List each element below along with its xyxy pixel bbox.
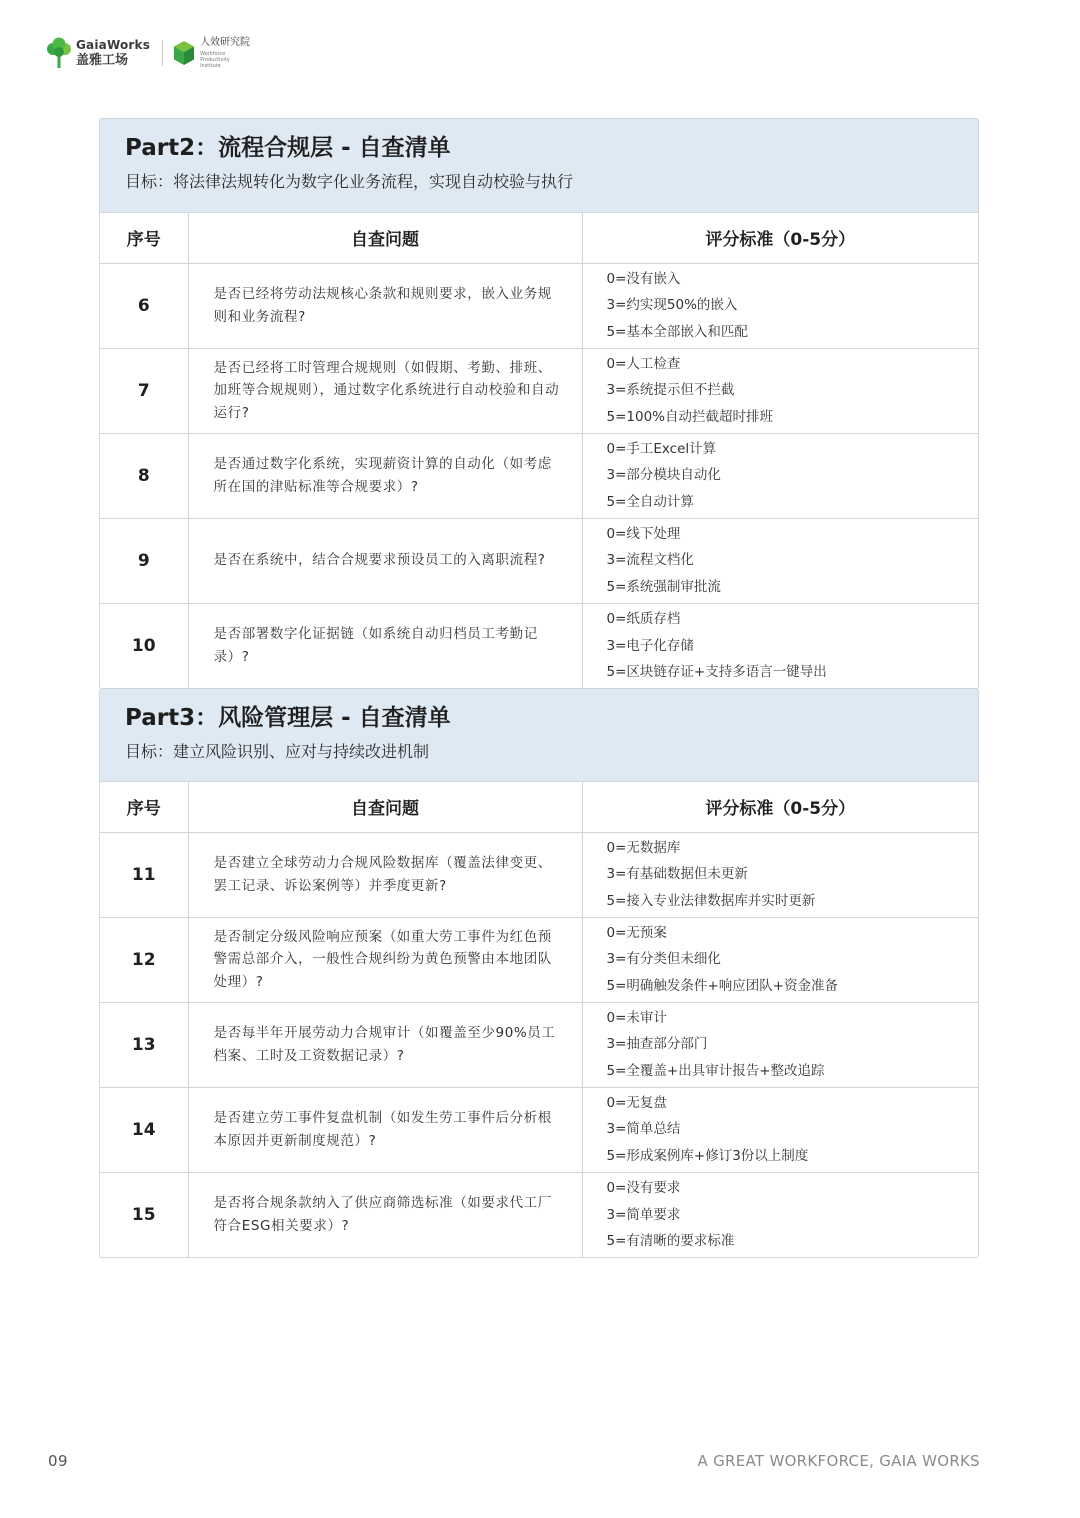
criteria-score-3: 3=简单总结 [606,1121,681,1138]
footer-tagline: A GREAT WORKFORCE, GAIA WORKS [697,1452,980,1470]
row-number: 12 [100,917,188,1002]
table-header-row [100,782,978,832]
table-row [100,1087,978,1172]
criteria-score-5: 5=100%自动拦截超时排班 [606,408,773,425]
criteria-score-0: 0=线下处理 [606,525,681,542]
row-number: 11 [100,832,188,917]
criteria-score-3: 3=抽查部分部门 [606,1036,708,1053]
table-row [100,263,978,348]
cube-logo-icon [173,40,195,66]
part2-title: Part2：流程合规层 - 自查清单 [125,135,451,161]
part3-checklist-table [100,782,978,1257]
criteria-score-3: 3=系统提示但不拦截 [606,382,735,399]
row-number: 10 [100,603,188,688]
criteria-score-3: 3=部分模块自动化 [606,467,721,484]
institute-name-en: Workforce Productivity Institute [200,50,230,69]
table-row [100,433,978,518]
table-row [100,832,978,917]
criteria-score-5: 5=区块链存证+支持多语言一键导出 [606,664,827,680]
brand-name-cn: 盖雅工场 [76,53,129,68]
row-criteria [582,348,978,433]
tree-logo-icon [46,37,72,69]
page-number: 09 [48,1452,69,1470]
table-header-row [100,213,978,263]
table-row [100,603,978,688]
row-criteria [582,518,978,603]
criteria-score-3: 3=简单要求 [606,1206,681,1223]
row-criteria [582,917,978,1002]
row-criteria [582,433,978,518]
row-number: 13 [100,1002,188,1087]
criteria-score-0: 0=手工Excel计算 [606,440,717,457]
row-question: 是否通过数字化系统，实现薪资计算的自动化（如考虑所在国的津贴标准等合规要求）? [188,433,582,518]
part3-section [99,688,979,1258]
row-question: 是否每半年开展劳动力合规审计（如覆盖至少90%员工档案、工时及工资数据记录）? [188,1002,582,1087]
row-question: 是否将合规条款纳入了供应商筛选标准（如要求代工厂符合ESG相关要求）? [188,1172,582,1257]
header-logos [46,36,250,70]
column-header-question: 自查问题 [188,782,582,832]
column-header-criteria: 评分标准（0-5分） [582,213,978,263]
row-criteria [582,1002,978,1087]
row-question: 是否制定分级风险响应预案（如重大劳工事件为红色预警需总部介入，一般性合规纠纷为黄色预警由本地团队处理）? [188,917,582,1002]
criteria-score-0: 0=无复盘 [606,1094,667,1111]
row-number: 6 [100,263,188,348]
row-number: 7 [100,348,188,433]
row-number: 8 [100,433,188,518]
criteria-score-5: 5=系统强制审批流 [606,578,721,595]
row-question: 是否已经将工时管理合规规则（如假期、考勤、排班、加班等合规规则），通过数字化系统进行自动校验和自动运行? [188,348,582,433]
row-question: 是否建立全球劳动力合规风险数据库（覆盖法律变更、罢工记录、诉讼案例等）并季度更新? [188,832,582,917]
row-question: 是否已经将劳动法规核心条款和规则要求，嵌入业务规则和业务流程? [188,263,582,348]
table-row [100,518,978,603]
gaiaworks-logo [46,37,150,69]
criteria-score-5: 5=接入专业法律数据库并实时更新 [606,892,816,909]
criteria-score-5: 5=明确触发条件+响应团队+资金准备 [606,977,839,994]
criteria-score-5: 5=有清晰的要求标准 [606,1233,735,1249]
table-row [100,1002,978,1087]
criteria-score-3: 3=有分类但未细化 [606,951,721,968]
criteria-score-0: 0=纸质存档 [606,611,681,627]
column-header-no: 序号 [100,213,188,263]
criteria-score-3: 3=流程文档化 [606,552,694,569]
row-criteria [582,1087,978,1172]
institute-name-cn: 人效研究院 [200,36,251,48]
row-criteria [582,263,978,348]
criteria-score-5: 5=全覆盖+出具审计报告+整改追踪 [606,1062,825,1079]
table-row [100,348,978,433]
row-number: 15 [100,1172,188,1257]
criteria-score-0: 0=没有嵌入 [606,270,681,287]
row-question: 是否在系统中，结合合规要求预设员工的入离职流程? [188,518,582,603]
column-header-no: 序号 [100,782,188,832]
row-question: 是否建立劳工事件复盘机制（如发生劳工事件后分析根本原因并更新制度规范）? [188,1087,582,1172]
row-number: 9 [100,518,188,603]
table-row [100,917,978,1002]
criteria-score-0: 0=人工检查 [606,355,681,372]
table-row [100,1172,978,1257]
criteria-score-5: 5=全自动计算 [606,493,694,510]
institute-logo [173,38,250,69]
part2-checklist-table [100,213,978,688]
criteria-score-0: 0=无数据库 [606,839,681,856]
part3-title: Part3：风险管理层 - 自查清单 [125,705,451,731]
row-number: 14 [100,1087,188,1172]
part2-goal: 目标：将法律法规转化为数字化业务流程，实现自动校验与执行 [125,172,574,191]
part2-section [99,118,979,689]
brand-name-en: GaiaWorks [76,38,151,52]
logo-divider [162,40,163,66]
part2-header [100,119,978,213]
row-question: 是否部署数字化证据链（如系统自动归档员工考勤记录）? [188,603,582,688]
criteria-score-5: 5=形成案例库+修订3份以上制度 [606,1147,809,1164]
criteria-score-3: 3=约实现50%的嵌入 [606,297,738,314]
criteria-score-0: 0=没有要求 [606,1180,681,1196]
part3-goal: 目标：建立风险识别、应对与持续改进机制 [125,742,430,761]
column-header-question: 自查问题 [188,213,582,263]
criteria-score-3: 3=电子化存储 [606,637,694,654]
column-header-criteria: 评分标准（0-5分） [582,782,978,832]
row-criteria [582,832,978,917]
criteria-score-5: 5=基本全部嵌入和匹配 [606,323,748,340]
criteria-score-3: 3=有基础数据但未更新 [606,866,748,883]
row-criteria [582,1172,978,1257]
row-criteria [582,603,978,688]
part3-header [100,689,978,782]
criteria-score-0: 0=未审计 [606,1009,667,1026]
criteria-score-0: 0=无预案 [606,924,667,941]
